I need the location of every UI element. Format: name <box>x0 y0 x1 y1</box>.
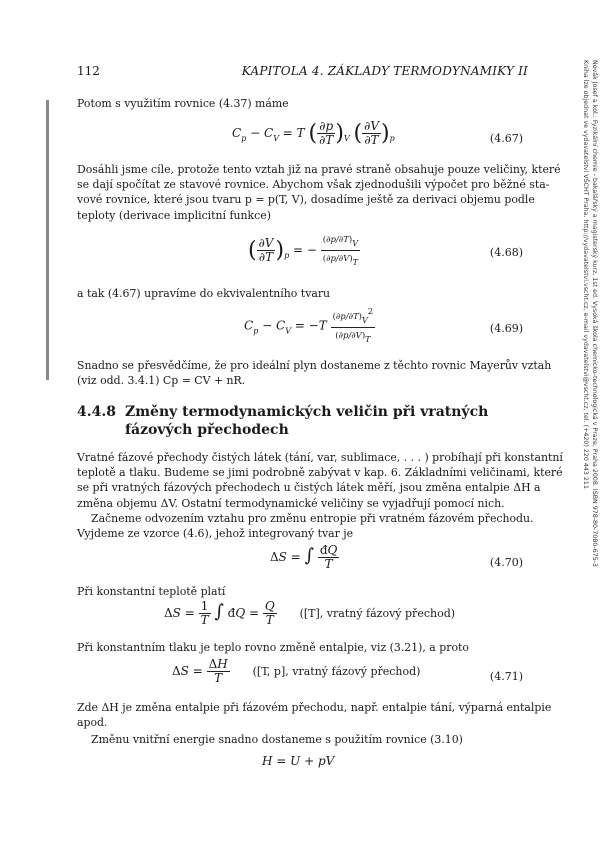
chapter-title: KAPITOLA 4. ZÁKLADY TERMODYNAMIKY II <box>241 64 528 78</box>
margin-change-bar <box>46 100 49 380</box>
paragraph-4-line: Snadno se přesvědčíme, že pro ideální plyn dostaneme z těchto rovnic Mayerův vztah <box>77 359 552 372</box>
equation-4-69: $C_p - C_V = -T$ $\frac{(\partial p/\partial T)_V^2}{(\partial p/\partial V)_T}$ <box>244 307 374 344</box>
paragraph-6 <box>77 511 534 541</box>
equation-4-71-label: ([T, p], vratný fázový přechod) <box>252 665 421 678</box>
paragraph-2-line: se dají spočítat ze stavové rovnice. Abychom však zjednodušili výpočet pro běžné sta- <box>77 178 550 192</box>
paragraph-10: Změnu vnitřní energie snadno dostaneme s použitím rovnice (3.10) <box>91 733 463 746</box>
section-title-line-1: Změny termodynamických veličin při vratných <box>125 404 489 420</box>
paragraph-2 <box>77 162 561 223</box>
paragraph-4 <box>77 358 552 388</box>
paragraph-5-line: Vratné fázové přechody čistých látek (tání, var, sublimace, . . . ) probíhají při konstantní <box>77 451 563 464</box>
section-number: 4.4.8 <box>77 404 116 420</box>
page-number: 112 <box>77 64 100 78</box>
paragraph-5-line: změna objemu ΔV. Ostatní termodynamické veličiny se vyjadřují pomocí nich. <box>77 496 505 510</box>
equation-4-68: ( $\frac{\partial V}{\partial T}$ )$_p$ = − $\frac{(\partial p/\partial T)_V}{(\partial p/\partial V)_T}$ <box>248 232 360 269</box>
side-note-line-2: Kniha lze objednat ve vydavatelství VŠCHT Praha. http://vydavatelstvi.vscht.cz, e-mail vydavatelstvi@vscht.cz, tel. (+420) 220 443 211 <box>582 60 590 489</box>
equation-constant-temperature-label: ([T], vratný fázový přechod) <box>299 607 456 620</box>
paragraph-5-line: teplotě a tlaku. Budeme se jimi podrobně zabývat v kap. 6. Základními veličinami, které <box>77 466 563 480</box>
equation-number-4-70: (4.70) <box>489 556 523 569</box>
paragraph-7: Při konstantní teplotě platí <box>77 585 226 598</box>
paragraph-9-line: apod. <box>77 716 108 730</box>
section-title-line-2: fázových přechodech <box>125 422 289 438</box>
equation-4-67: $C_p - C_V = T$ ( $\frac{\partial p}{\partial T}$ )$_V$ ( $\frac{\partial V}{\partial T}$ )$_p$ <box>232 119 395 147</box>
paragraph-6-line: Vyjdeme ze vzorce (4.6), jehož integrovaný tvar je <box>77 527 354 541</box>
paragraph-2-line: vové rovnice, které jsou tvaru p = p(T, V), dosadíme ještě za derivaci objemu podle <box>77 193 535 207</box>
equation-constant-temperature: ΔS = $\frac{1}{T}$ ∫ đQ = $\frac{Q}{T}$ ([T], vratný fázový přechod) <box>164 599 456 627</box>
section-heading <box>77 403 488 439</box>
paragraph-8: Při konstantním tlaku je teplo rovno změně entalpie, viz (3.21), a proto <box>77 641 469 654</box>
equation-number-4-68: (4.68) <box>489 246 523 259</box>
side-note-line-1: Novák Josef a kol.: Fyzikální chemie - bakalářský a magisterský kurz. 1st ed. Vysoká škola chemicko-technologická v Praze, Praha 2008. ISBN 978-80-7080-675-3 <box>591 60 598 567</box>
paragraph-1: Potom s využitím rovnice (4.37) máme <box>77 97 289 110</box>
paragraph-5-line: se při vratných fázových přechodech u čistých látek měří, jsou změna entalpie ΔH a <box>77 481 541 495</box>
paragraph-6-line: Začneme odvozením vztahu pro změnu entropie při vratném fázovém přechodu. <box>91 512 534 525</box>
equation-enthalpy: H = U + pV <box>262 754 335 768</box>
paragraph-3: a tak (4.67) upravíme do ekvivalentního tvaru <box>77 287 331 300</box>
equation-4-71: ΔS = $\frac{\Delta H}{T}$ ([T, p], vratný fázový přechod) <box>172 657 421 685</box>
equation-number-4-71: (4.71) <box>489 670 523 683</box>
paragraph-5 <box>77 450 563 511</box>
side-note <box>581 60 598 700</box>
paragraph-9-line: Zde ΔH je změna entalpie při fázovém přechodu, např. entalpie tání, výparná entalpie <box>77 701 552 714</box>
paragraph-9 <box>77 700 552 730</box>
equation-number-4-67: (4.67) <box>489 132 523 145</box>
equation-number-4-69: (4.69) <box>489 322 523 335</box>
equation-4-70: ΔS = ∫ $\frac{đQ}{T}$ <box>270 543 338 571</box>
paragraph-2-line: teploty (derivace implicitní funkce) <box>77 208 271 222</box>
paragraph-4-line: (viz odd. 3.4.1) Cp = CV + nR. <box>77 374 246 388</box>
paragraph-2-line: Dosáhli jsme cíle, protože tento vztah již na pravé straně obsahuje pouze veličiny, které <box>77 163 561 176</box>
